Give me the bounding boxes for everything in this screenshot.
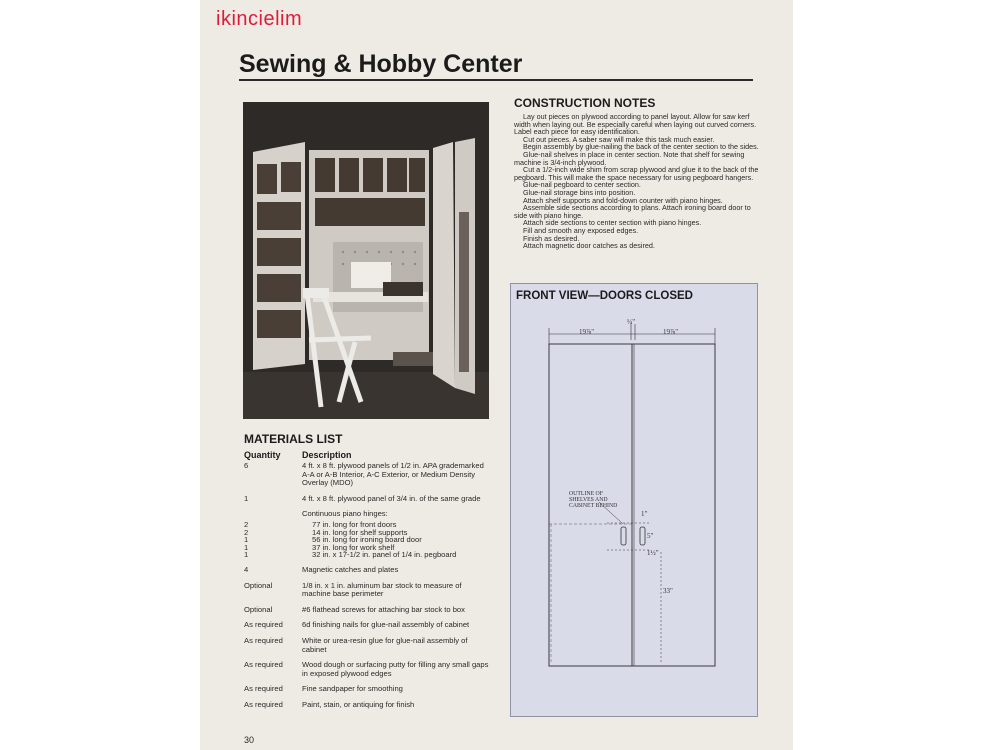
quantity-cell: 1: [244, 493, 249, 503]
front-view-drawing: [511, 284, 757, 716]
note-paragraph: Assemble side sections according to plans. Attach ironing board door to side with piano hinge.: [514, 203, 751, 220]
front-view-panel: [510, 283, 758, 717]
note-paragraph: Lay out pieces on plywood according to panel layout. Allow for saw kerf width when laying out. Be especially careful when laying out curved corners. Label each piece for easy identification.: [514, 112, 757, 137]
quantity-cell: Optional: [244, 580, 273, 590]
hinges-label: Continuous piano hinges:: [302, 509, 388, 519]
description-cell: 4 ft. x 8 ft. plywood panels of 1/2 in. APA grademarked A-A or A-B Interior, A-C Exterior, or Medium Density Overlay (MDO): [302, 461, 484, 488]
dim-1-inch: 1": [641, 510, 648, 518]
materials-row: [244, 495, 490, 504]
materials-row: [244, 621, 490, 630]
quantity-cell: As required: [244, 699, 283, 709]
description-cell: Wood dough or surfacing putty for filling any small gaps in exposed plywood edges: [302, 660, 489, 678]
front-view-heading: FRONT VIEW—DOORS CLOSED: [516, 290, 693, 302]
title-rule: [239, 79, 753, 81]
page-title: Sewing & Hobby Center: [239, 50, 523, 78]
dim-right-width: 19⅞": [663, 328, 679, 336]
materials-row: [244, 566, 490, 575]
construction-notes: [514, 113, 759, 250]
note-paragraph: Finish as desired.: [523, 233, 580, 243]
description-cell: Paint, stain, or antiquing for finish: [302, 699, 415, 709]
quantity-cell: Optional: [244, 604, 273, 614]
materials-row: [244, 661, 490, 678]
quantity-cell: As required: [244, 660, 283, 670]
materials-table: [244, 450, 490, 716]
description-cell: Magnetic catches and plates: [302, 564, 399, 574]
quantity-cell: 2: [244, 519, 249, 529]
note-paragraph: Attach magnetic door catches as desired.: [523, 241, 655, 251]
right-catch-icon: [640, 527, 645, 545]
description-cell: #6 flathead screws for attaching bar stock to box: [302, 604, 465, 614]
description-cell: 37 in. long for work shelf: [312, 542, 395, 552]
construction-notes-heading: CONSTRUCTION NOTES: [514, 96, 656, 110]
description-cell: 4 ft. x 8 ft. plywood panel of 3/4 in. of the same grade: [302, 493, 481, 503]
dim-left-width: 19⅞": [579, 328, 595, 336]
left-catch-icon: [621, 527, 626, 545]
dim-5-inch: 5": [647, 532, 654, 540]
note-paragraph: Begin assembly by glue-nailing the back of the center section to the sides.: [523, 142, 759, 152]
description-column-header: Description: [302, 450, 352, 460]
quantity-cell: 6: [244, 461, 249, 470]
materials-row: [244, 462, 490, 488]
quantity-cell: 4: [244, 564, 249, 574]
materials-column-headers: [244, 450, 490, 460]
hinges-list: [244, 521, 490, 559]
hinge-row: [244, 551, 490, 559]
note-paragraph: Attach side sections to center section with piano hinges.: [523, 218, 702, 228]
materials-row: [244, 701, 490, 710]
materials-list-heading: MATERIALS LIST: [244, 432, 343, 446]
quantity-cell: 2: [244, 527, 249, 537]
materials-row: [244, 606, 490, 615]
note-paragraph: Glue-nail shelves in place in center section. Note that shelf for sewing machine is 3/4-inch plywood.: [514, 149, 745, 167]
note-paragraph: Cut a 1/2-inch wide shim from scrap plywood and glue it to the back of the pegboard. This will make the space necessary for using pegboard hangers.: [514, 165, 759, 182]
quantity-cell: 1: [244, 550, 249, 560]
description-cell: White or urea-resin glue for glue-nail assembly of cabinet: [302, 635, 468, 654]
note-paragraph: Glue-nail storage bins into position.: [523, 187, 636, 197]
note-paragraph: Cut out pieces. A saber saw will make this task much easier.: [523, 134, 715, 144]
dim-1-5-inch: 1½": [647, 549, 659, 557]
cabinet-photo: [243, 102, 489, 419]
quantity-cell: 1: [244, 535, 249, 545]
description-cell: 77 in. long for front doors: [312, 519, 397, 529]
dim-gap: ¼": [627, 318, 636, 326]
dim-33-inch: 33": [663, 587, 673, 595]
cabinet-photo-illustration: [243, 102, 489, 419]
description-cell: 14 in. long for shelf supports: [312, 527, 408, 537]
quantity-column-header: Quantity: [244, 450, 281, 460]
materials-row: [244, 637, 490, 654]
quantity-cell: As required: [244, 635, 283, 645]
description-cell: 56 in. long for ironing board door: [312, 535, 422, 545]
materials-row: [244, 582, 490, 599]
description-cell: 32 in. x 17-1/2 in. panel of 1/4 in. pegboard: [312, 550, 457, 560]
quantity-cell: As required: [244, 620, 283, 630]
watermark: ikincielim: [216, 8, 303, 30]
note-paragraph: Glue-nail pegboard to center section.: [523, 180, 641, 190]
description-cell: 6d finishing nails for glue-nail assembly of cabinet: [302, 620, 470, 630]
materials-row: [244, 685, 490, 694]
description-cell: Fine sandpaper for smoothing: [302, 684, 403, 694]
shelves-outline-note: OUTLINE OF SHELVES AND CABINET BEHIND: [569, 491, 618, 509]
note-paragraph: Attach shelf supports and fold-down counter with piano hinges.: [523, 195, 723, 205]
quantity-cell: 1: [244, 542, 249, 552]
hinges-label-row: [244, 510, 490, 519]
description-cell: 1/8 in. x 1 in. aluminum bar stock to measure of machine base perimeter: [302, 580, 462, 599]
page-number: 30: [244, 735, 255, 745]
note-paragraph: Fill and smooth any exposed edges.: [523, 225, 639, 235]
quantity-cell: As required: [244, 684, 283, 694]
